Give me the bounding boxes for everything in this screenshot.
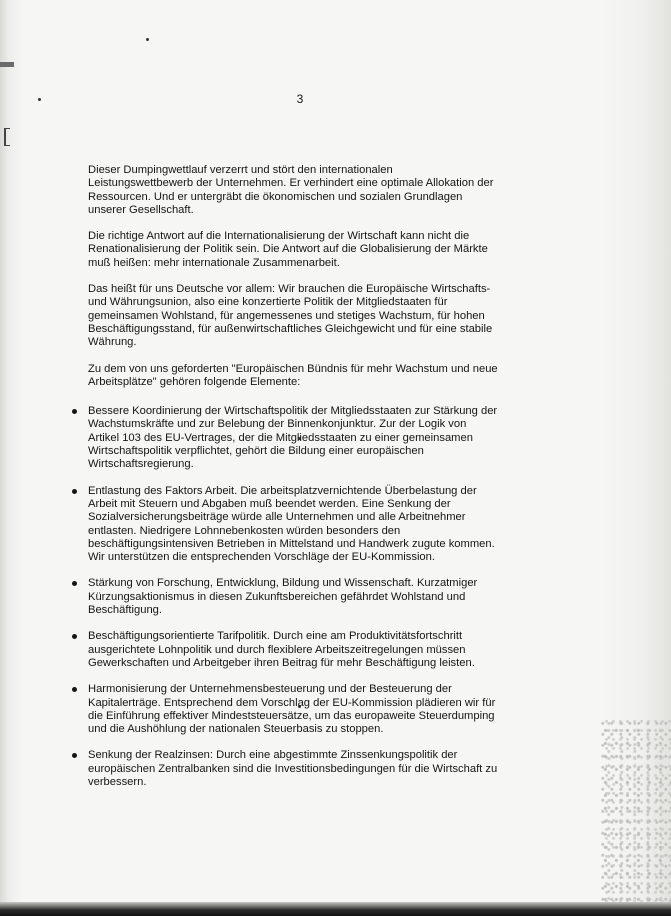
- list-item-text: Beschäftigungsorientierte Tarifpolitik. Durch eine am Produktivitätsfortschritt ausgerichtete Lohnpolitik und durch flexiblere Arbeitszeitregelungen müssen Gewerkschaften und Arbeitgeber ihren Beitrag für mehr Beschäftigung leisten.: [88, 630, 475, 669]
- bullet-icon: [72, 581, 77, 586]
- list-item: [88, 577, 498, 617]
- bullet-icon: [72, 409, 77, 414]
- list-item-text: Entlastung des Faktors Arbeit. Die arbeitsplatzvernichtende Überbelastung der Arbeit mit Steuern und Abgaben muß beendet werden. Eine Senkung der Sozialversicherungsbeiträge würde alle Unternehmen und alle Arbeitnehmer entlasten. Niedrigere Lohnnebenkosten würden besonders den beschäftigungsintensiven Betrieben in Mittelstand und Handwerk zugute kommen. Wir unterstützen die entsprechenden Vorschläge der EU-Kommission.: [88, 484, 495, 564]
- list-item: [88, 485, 498, 565]
- page-number: 3: [296, 92, 304, 106]
- list-item-text: Senkung der Realzinsen: Durch eine abgestimmte Zinssenkungspolitik der europäischen Zentralbanken sind die Investitionsbedingungen für die Wirtschaft zu verbessern.: [88, 749, 498, 788]
- scan-speck: [146, 38, 149, 41]
- scan-noise: [601, 720, 671, 916]
- element-list: [88, 405, 498, 789]
- list-item-text: Bessere Koordinierung der Wirtschaftspolitik der Mitgliedsstaaten zur Stärkung der Wachstumskräfte und zur Belebung der Binnenkonjunktur. Zur der Logik von Artikel 103 des EU-Vertrages, der die Mitgliedsstaaten zu einer gemeinsamen Wirtschaftspolitik verpflichtet, gehört die Bildung einer europäischen Wirtschaftsregierung.: [88, 405, 498, 471]
- list-item: [88, 749, 498, 789]
- paragraph: Zu dem von uns geforderten "Europäischen Bündnis für mehr Wachstum und neue Arbeitsplätze" gehören folgende Elemente:: [88, 362, 498, 388]
- list-item: [88, 630, 498, 670]
- bullet-icon: [72, 753, 77, 758]
- scan-mark: [0, 62, 14, 67]
- scan-edge-bottom: [0, 902, 671, 916]
- paragraph: Das heißt für uns Deutsche vor allem: Wir brauchen die Europäische Wirtschafts- und Währungsunion, also eine konzertierte Politik der Mitgliedstaaten für gemeinsamen Wohlstand, für angemessenes und stetiges Wachstum, für hohen Beschäftigungsstand, für außenwirtschaftliches Gleichgewicht und für eine stabile Währung.: [88, 283, 493, 349]
- paragraph: Die richtige Antwort auf die Internationalisierung der Wirtschaft kann nicht die Renationalisierung der Politik sein. Die Antwort auf die Globalisierung der Märkte muß heißen: mehr internationale Zusammenarbeit.: [88, 230, 488, 269]
- list-item: [88, 405, 498, 471]
- paragraph: Dieser Dumpingwettlauf verzerrt und stört den internationalen Leistungswettbewerb der Unternehmen. Er verhindert eine optimale Allokation der Ressourcen. Und er untergräbt die ökonomischen und sozialen Grundlagen unserer Gesellschaft.: [88, 164, 494, 216]
- body-text: [88, 164, 498, 802]
- bullet-icon: [72, 687, 77, 692]
- bullet-icon: [72, 489, 77, 494]
- list-item-text: Stärkung von Forschung, Entwicklung, Bildung und Wissenschaft. Kurzatmiger Kürzungsaktionismus in diesen Zukunftsbereichen gefährdet Wohlstand und Beschäftigung.: [88, 577, 478, 617]
- list-item: [88, 683, 498, 736]
- list-item-text: Harmonisierung der Unternehmensbesteuerung und der Besteuerung der Kapitalerträge. Entsprechend dem Vorschlag der EU-Kommission plädieren wir für die Einführung effektiver Mindeststeuersätze, um das europaweite Steuerdumping und die Aushöhlung der nationalen Steuerbasis zu stoppen.: [88, 683, 496, 736]
- bullet-icon: [72, 634, 77, 639]
- binding-mark: [4, 128, 10, 146]
